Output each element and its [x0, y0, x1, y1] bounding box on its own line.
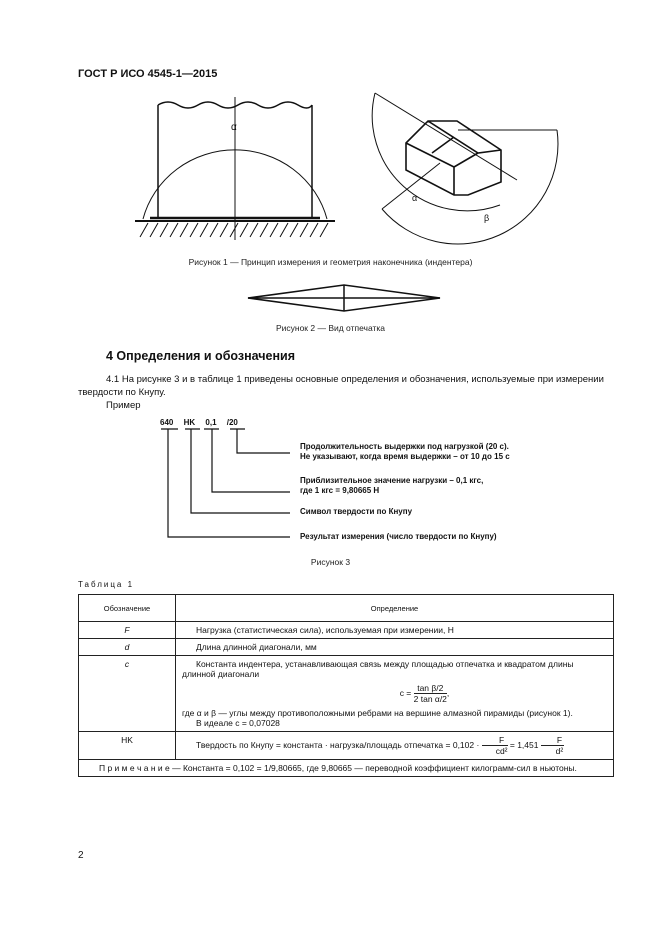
formula-hk: Твердость по Кнупу = константа · нагрузка/площадь отпечатка = 0,102 · $\frac{F}{\text{cd²}}$ = 1,451 $\frac{F}{\text{d²}}$ — [176, 732, 614, 760]
formula-c: c = $\frac{\text{tan β/2}}{\text{2 tan α/2}}$ , — [399, 683, 450, 704]
figure-3-caption: Рисунок 3 — [310, 557, 351, 567]
figure-2-caption: Рисунок 2 — Вид отпечатка — [275, 323, 386, 333]
document-header: ГОСТ Р ИСО 4545-1—2015 — [78, 68, 218, 80]
svg-text:β: β — [484, 213, 490, 223]
section-title: 4 Определения и обозначения — [106, 349, 296, 363]
figure-1-caption: Рисунок 1 — Принцип измерения и геометрия наконечника (индентера) — [188, 257, 473, 267]
label-duration: Продолжительность выдержки под нагрузкой (20 с). Не указывают, когда время выдержки – от 10 до 15 с — [300, 442, 510, 461]
table-row: d Длина длинной диагонали, мм — [79, 639, 614, 656]
figure-1-drawing — [0, 85, 661, 245]
label-result: Результат измерения (число твердости по Кнупу) — [300, 532, 497, 541]
table-row: HK Твердость по Кнупу = константа · нагрузка/площадь отпечатка = 0,102 · $\frac{F}{\text{cd²}}$ = 1,451 $\frac{F}{\text{d²}}$ — [79, 732, 614, 760]
label-symbol: Символ твердости по Кнупу — [300, 507, 413, 516]
svg-text:α: α — [412, 193, 418, 203]
label-load: Приблизительное значение нагрузки – 0,1 кгс, где 1 кгс = 9,80665 Н — [300, 476, 484, 495]
example-label: Пример — [106, 400, 141, 411]
table-note: П р и м е ч а н и е — Константа = 0,102 = 1/9,80665, где 9,80665 — переводной коэффициент килограмм-сил в ньютоны. — [79, 760, 614, 777]
figure-2-indent-drawing — [240, 280, 450, 316]
header-definition: Определение — [176, 595, 614, 622]
svg-text:α: α — [231, 122, 237, 133]
definitions-table — [78, 594, 614, 777]
table-row: c Константа индентера, устанавливающая связь между площадью отпечатка и квадратом длины длинной диагонали c = $\frac{\text{tan β/2}}{\text{2 tan α/2}}$ , где α и β — углы между противоположными ребрами на вершине алмазной пирамиды (рисунок 1). В идеале c = 0,07028 — [79, 656, 614, 732]
figure-3-code: 640 HK 0,1 /20 — [160, 418, 238, 427]
table-title: Таблица 1 — [78, 580, 135, 589]
table-row: F Нагрузка (статистическая сила), используемая при измерении, Н — [79, 622, 614, 639]
figure-3-leader-lines — [150, 420, 300, 540]
page-number: 2 — [78, 850, 84, 861]
section-paragraph: 4.1 На рисунке 3 и в таблице 1 приведены основные определения и обозначения, используемые при измерении твердости по Кнупу. — [78, 374, 604, 398]
header-symbol: Обозначение — [79, 595, 176, 622]
